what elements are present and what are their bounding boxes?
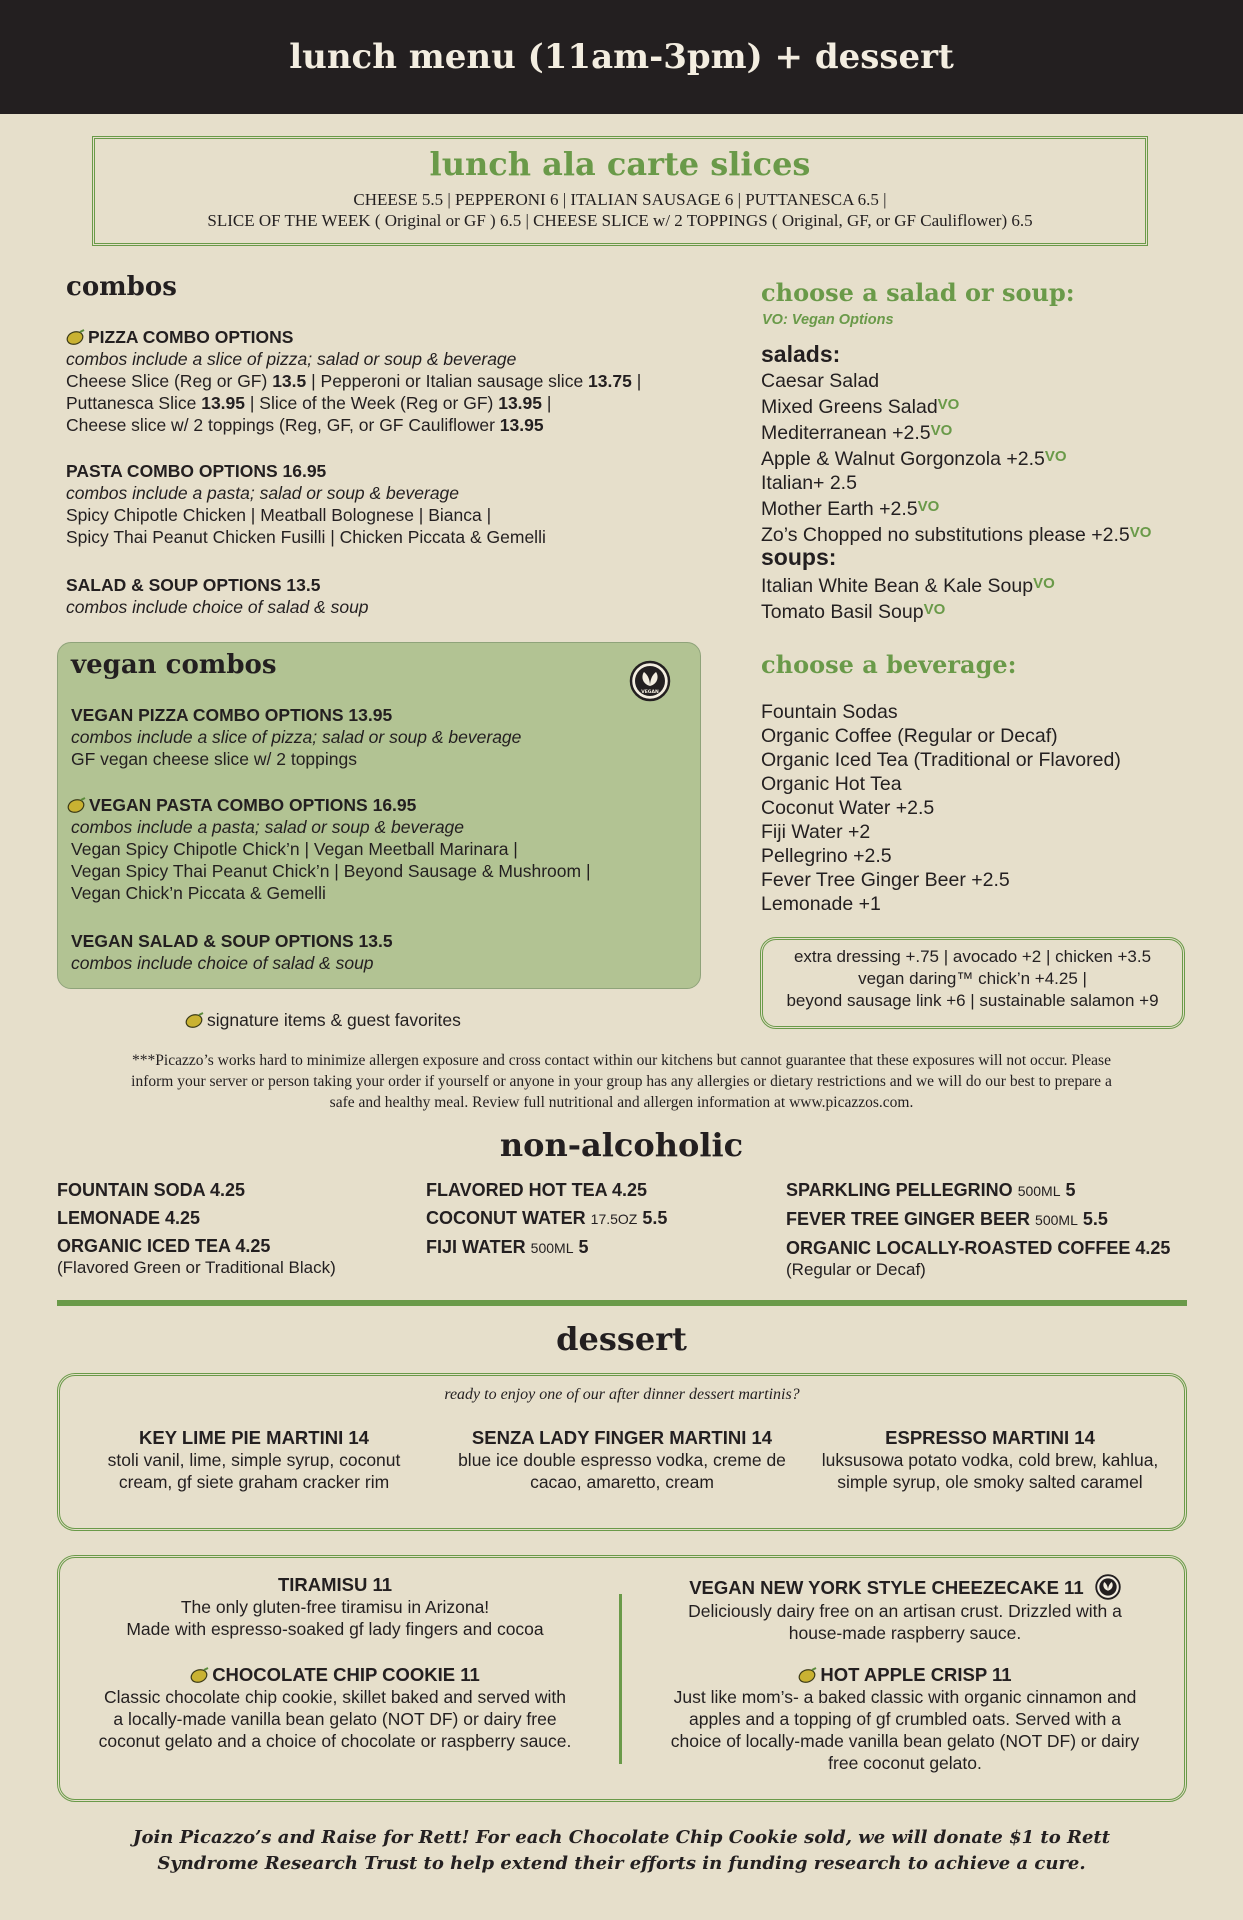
- pizza-combo-line-1: Cheese Slice (Reg or GF) 13.5 | Pepperoni or Italian sausage slice 13.75 |: [66, 371, 642, 391]
- ala-carte-title: lunch ala carte slices: [429, 145, 811, 183]
- soups-label: soups:: [761, 544, 837, 570]
- vegan-pizza-sub: combos include a slice of pizza; salad or soup & beverage: [71, 727, 522, 747]
- soup-item: Italian White Bean & Kale Soup$^{VO}$: [761, 575, 1055, 597]
- vegan-pasta-line-1: Vegan Spicy Chipotle Chick’n | Vegan Meetball Marinara |: [71, 839, 518, 859]
- beverage-item: Organic Coffee (Regular or Decaf): [761, 725, 1058, 747]
- salad-combo-title: SALAD & SOUP OPTIONS 13.5: [66, 575, 321, 595]
- cookie-title: CHOCOLATE CHIP COOKIE 11: [70, 1664, 600, 1686]
- pizza-combo-line-3: Cheese slice w/ 2 toppings (Reg, GF, or GF Cauliflower 13.95: [66, 415, 544, 435]
- beverage-item: Fountain Sodas: [761, 701, 898, 723]
- pasta-combo-line-1: Spicy Chipotle Chicken | Meatball Bolognese | Bianca |: [66, 505, 492, 525]
- vegan-option-badge: VO: [923, 601, 946, 618]
- combos-heading: combos: [66, 272, 177, 302]
- vegan-salad-section: [71, 930, 691, 974]
- beverage-item: Organic Hot Tea: [761, 773, 902, 795]
- pasta-combo-section: [66, 460, 706, 548]
- non-alc-col-3: [786, 1180, 1206, 1280]
- pizza-combo-sub: combos include a slice of pizza; salad or soup & beverage: [66, 349, 517, 369]
- ala-carte-box: [92, 136, 1148, 246]
- beverage-item: Lemonade +1: [761, 893, 881, 915]
- vegan-combos-heading: vegan combos: [71, 650, 277, 680]
- coffee-item: ORGANIC LOCALLY-ROASTED COFFEE 4.25: [786, 1238, 1171, 1258]
- extras-line-1: extra dressing +.75 | avocado +2 | chicken +3.5: [793, 947, 1152, 966]
- soup-item: Tomato Basil Soup$^{VO}$: [761, 601, 946, 623]
- salad-item: Mother Earth $+2.5^{VO}$: [761, 498, 940, 520]
- beverage-heading: choose a beverage:: [761, 650, 1017, 679]
- non-alc-col-2: [426, 1180, 776, 1259]
- salad-combo-sub: combos include choice of salad & soup: [66, 597, 369, 617]
- ala-carte-line-1: CHEESE 5.5 | PEPPERONI 6 | ITALIAN SAUSAGE 6 | PUTTANESCA 6.5 |: [353, 190, 887, 209]
- pizza-combo-title: PIZZA COMBO OPTIONS: [66, 326, 706, 348]
- vegan-pizza-title: VEGAN PIZZA COMBO OPTIONS 13.95: [71, 705, 393, 725]
- ginger-beer-item: FEVER TREE GINGER BEER 500ML 5.5: [786, 1209, 1108, 1229]
- beverage-list: [761, 700, 1201, 916]
- vegan-pasta-sub: combos include a pasta; salad or soup & beverage: [71, 817, 465, 837]
- salad-combo-section: [66, 574, 706, 618]
- salads-label: salads:: [761, 341, 841, 367]
- lemon-leaf-icon: [185, 1012, 205, 1028]
- vegan-option-badge: VO: [1044, 448, 1067, 465]
- vegan-option-badge: VO: [917, 498, 940, 515]
- dessert-divider: [619, 1594, 622, 1764]
- martini-item: ESPRESSO MARTINI 14 luksusowa potato vodka, cold brew, kahlua, simple syrup, ole smoky salted caramel: [821, 1427, 1159, 1492]
- vo-note: VO: Vegan Options: [762, 312, 894, 328]
- pellegrino-item: SPARKLING PELLEGRINO 500ML 5: [786, 1180, 1076, 1200]
- salad-item: Mixed Greens Salad$^{VO}$: [761, 396, 960, 418]
- martini-item: SENZA LADY FINGER MARTINI 14 blue ice double espresso vodka, creme de cacao, amaretto, cream: [458, 1427, 786, 1492]
- salad-item: Mediterranean $+2.5^{VO}$: [761, 422, 953, 444]
- soups-list: [761, 572, 1201, 624]
- beverage-item: Organic Iced Tea (Traditional or Flavored): [761, 749, 1121, 771]
- salad-item: Zo’s Chopped no substitutions please $+2.5^{VO}$: [761, 524, 1152, 546]
- iced-tea-item: ORGANIC ICED TEA 4.25: [57, 1236, 271, 1256]
- vegan-option-badge: VO: [937, 396, 960, 413]
- salad-soup-heading: choose a salad or soup:: [761, 278, 1075, 307]
- martini-item: KEY LIME PIE MARTINI 14 stoli vanil, lime, simple syrup, coconut cream, gf siete graham cracker rim: [107, 1427, 401, 1492]
- fountain-soda-item: FOUNTAIN SODA 4.25: [57, 1180, 246, 1200]
- vegan-option-badge: VO: [1033, 575, 1055, 592]
- lemon-leaf-icon: [190, 1667, 210, 1683]
- salad-item: Apple & Walnut Gorgonzola $+2.5^{VO}$: [761, 448, 1067, 470]
- pizza-combo-line-2: Puttanesca Slice 13.95 | Slice of the Week (Reg or GF) 13.95 |: [66, 393, 552, 413]
- hot-tea-item: FLAVORED HOT TEA 4.25: [426, 1180, 648, 1200]
- extras-line-2: vegan daring™ chick’n +4.25 |: [858, 969, 1087, 988]
- extras-line-3: beyond sausage link +6 | sustainable salamon +9: [786, 991, 1159, 1010]
- salad-item: Italian+ 2.5: [761, 472, 857, 494]
- vegan-leaf-icon: [1095, 1574, 1121, 1600]
- salad-item: Caesar Salad: [761, 370, 880, 392]
- cheesecake-title: VEGAN NEW YORK STYLE CHEEZECAKE 11: [636, 1574, 1174, 1600]
- pasta-combo-title: PASTA COMBO OPTIONS 16.95: [66, 461, 327, 481]
- iced-tea-note: (Flavored Green or Traditional Black): [57, 1258, 336, 1277]
- coconut-water-item: COCONUT WATER 17.5OZ 5.5: [426, 1208, 668, 1228]
- beverage-item: Fiji Water +2: [761, 821, 871, 843]
- vegan-pasta-line-2: Vegan Spicy Thai Peanut Chick’n | Beyond Sausage & Mushroom |: [71, 861, 591, 881]
- vegan-option-badge: VO: [930, 422, 953, 439]
- beverage-item: Pellegrino +2.5: [761, 845, 892, 867]
- vegan-salad-title: VEGAN SALAD & SOUP OPTIONS 13.5: [71, 931, 393, 951]
- apple-crisp-item: HOT APPLE CRISP 11 Just like mom’s- a baked classic with organic cinnamon and apples and a topping of gf crumbled oats. Served with a choice of locally-made vanilla bean gelato (NOT DF) or dairy free coconut gelato.: [636, 1664, 1174, 1774]
- cookie-item: CHOCOLATE CHIP COOKIE 11 Classic chocolate chip cookie, skillet baked and served with a locally-made vanilla bean gelato (NOT DF) or dairy free coconut gelato and a choice of chocolate or raspberry sauce.: [70, 1664, 600, 1752]
- non-alcoholic-heading: non-alcoholic: [499, 1126, 744, 1164]
- lemon-leaf-icon: [67, 797, 87, 813]
- beverage-item: Coconut Water +2.5: [761, 797, 935, 819]
- pasta-combo-line-2: Spicy Thai Peanut Chicken Fusilli | Chicken Piccata & Gemelli: [66, 527, 546, 547]
- beverage-item: Fever Tree Ginger Beer +2.5: [761, 869, 1010, 891]
- svg-text:VEGAN: VEGAN: [641, 690, 659, 695]
- vegan-leaf-icon: [629, 660, 671, 702]
- cheesecake-item: VEGAN NEW YORK STYLE CHEEZECAKE 11 Deliciously dairy free on an artisan crust. Drizzled with a house-made raspberry sauce.: [636, 1574, 1174, 1644]
- tiramisu-title: TIRAMISU 11: [277, 1574, 393, 1595]
- lemon-leaf-icon: [798, 1667, 818, 1683]
- pizza-combo-section: [66, 326, 706, 436]
- lemonade-item: LEMONADE 4.25: [57, 1208, 201, 1228]
- salads-list: [761, 369, 1201, 547]
- lemon-leaf-icon: [66, 329, 86, 345]
- vegan-option-badge: VO: [1129, 524, 1152, 541]
- non-alc-col-1: [57, 1180, 417, 1278]
- signature-note: signature items & guest favorites: [185, 1010, 461, 1031]
- extras-box: [760, 937, 1185, 1029]
- apple-crisp-title: HOT APPLE CRISP 11: [636, 1664, 1174, 1686]
- header-bar: [0, 0, 1243, 114]
- vegan-pasta-title: VEGAN PASTA COMBO OPTIONS 16.95: [67, 794, 691, 816]
- vegan-pizza-section: [71, 704, 691, 770]
- martini-intro: ready to enjoy one of our after dinner dessert martinis?: [444, 1386, 800, 1403]
- vegan-pizza-line-1: GF vegan cheese slice w/ 2 toppings: [71, 749, 357, 769]
- pasta-combo-sub: combos include a pasta; salad or soup & beverage: [66, 483, 460, 503]
- dessert-heading: dessert: [556, 1320, 687, 1358]
- vegan-salad-sub: combos include choice of salad & soup: [71, 953, 374, 973]
- fiji-water-item: FIJI WATER 500ML 5: [426, 1237, 589, 1257]
- ala-carte-line-2: SLICE OF THE WEEK ( Original or GF ) 6.5 | CHEESE SLICE w/ 2 TOPPINGS ( Original, GF, or GF Cauliflower) 6.5: [207, 211, 1033, 230]
- page-title: lunch menu (11am-3pm) + dessert: [289, 37, 954, 77]
- tiramisu-item: TIRAMISU 11 The only gluten-free tiramisu in Arizona! Made with espresso-soaked gf lady fingers and cocoa: [70, 1574, 600, 1640]
- vegan-pasta-line-3: Vegan Chick’n Piccata & Gemelli: [71, 883, 326, 903]
- vegan-pasta-section: [67, 794, 691, 904]
- coffee-note: (Regular or Decaf): [786, 1260, 926, 1279]
- allergen-disclaimer: ***Picazzo’s works hard to minimize allergen exposure and cross contact within our kitchens but cannot guarantee that these exposures will not occur. Please inform your server or person taking your order if yourself or anyone in your group has any allergies or dietary restrictions and we will do our best to prepare a safe and healthy meal. Review full nutritional and allergen information at www.picazzos.com.: [131, 1052, 1112, 1111]
- section-divider: [57, 1300, 1187, 1306]
- rett-fundraiser-note: Join Picazzo’s and Raise for Rett! For each Chocolate Chip Cookie sold, we will donate $1 to Rett Syndrome Research Trust to help extend their efforts in funding research to achieve a cure.: [132, 1827, 1111, 1874]
